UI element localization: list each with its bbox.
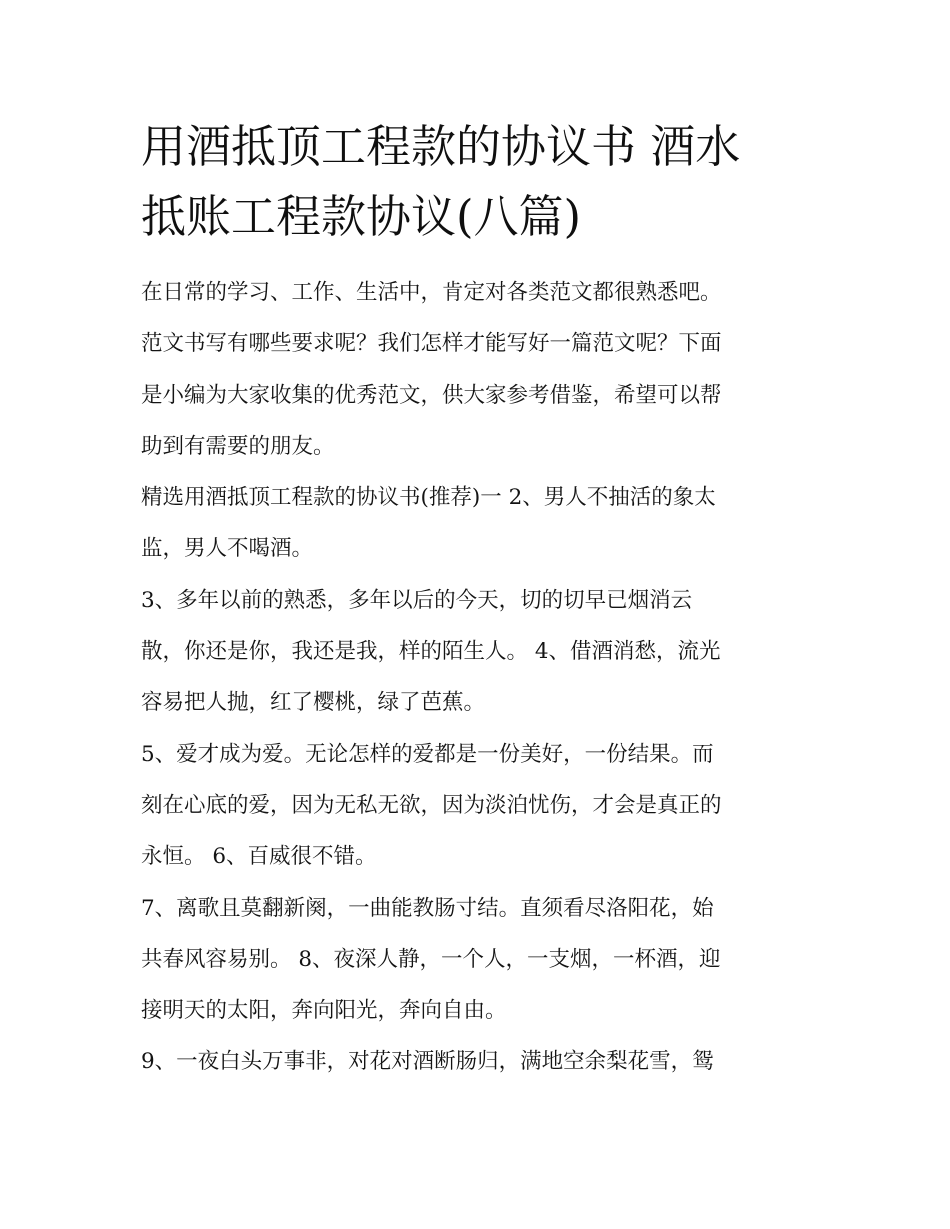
body-line: 在日常的学习、工作、生活中，肯定对各类范文都很熟悉吧。 <box>141 280 722 305</box>
body-line: 5、爱才成为爱。无论怎样的爱都是一份美好，一份结果。而 <box>141 741 714 767</box>
document-content <box>141 112 813 1088</box>
body-line: 范文书写有哪些要求呢？我们怎样才能写好一篇范文呢？下面 <box>141 331 722 357</box>
body-line: 永恒。 6、百威很不错。 <box>141 844 377 870</box>
body-line: 接明天的太阳，奔向阳光，奔向自由。 <box>141 998 507 1024</box>
body-line: 9、一夜白头万事非，对花对酒断肠归，满地空余梨花雪，鸳 <box>141 1049 714 1075</box>
document-body <box>141 267 813 1088</box>
title-line-1: 用酒抵顶工程款的协议书 酒水 <box>141 120 741 173</box>
body-line: 监，男人不喝酒。 <box>141 536 314 562</box>
body-line: 刻在心底的爱，因为无私无欲，因为淡泊忧伤，才会是真正的 <box>141 792 722 818</box>
body-line: 7、离歌且莫翻新阕，一曲能教肠寸结。直须看尽洛阳花，始 <box>141 895 714 921</box>
body-line: 助到有需要的朋友。 <box>141 433 335 459</box>
body-line: 共春风容易别。 8、夜深人静，一个人，一支烟，一杯酒，迎 <box>141 946 721 972</box>
body-line: 是小编为大家收集的优秀范文，供大家参考借鉴，希望可以帮 <box>141 382 722 408</box>
body-line: 容易把人抛，红了樱桃，绿了芭蕉。 <box>141 690 486 716</box>
title-line-2: 抵账工程款协议(八篇) <box>141 190 582 243</box>
document-title <box>141 112 813 252</box>
body-line: 精选用酒抵顶工程款的协议书(推荐)一 2、男人不抽活的象太 <box>141 485 716 511</box>
body-line: 3、多年以前的熟悉，多年以后的今天，切的切早已烟消云 <box>141 587 693 613</box>
body-line: 散，你还是你，我还是我，样的陌生人。 4、借酒消愁，流光 <box>141 639 721 665</box>
